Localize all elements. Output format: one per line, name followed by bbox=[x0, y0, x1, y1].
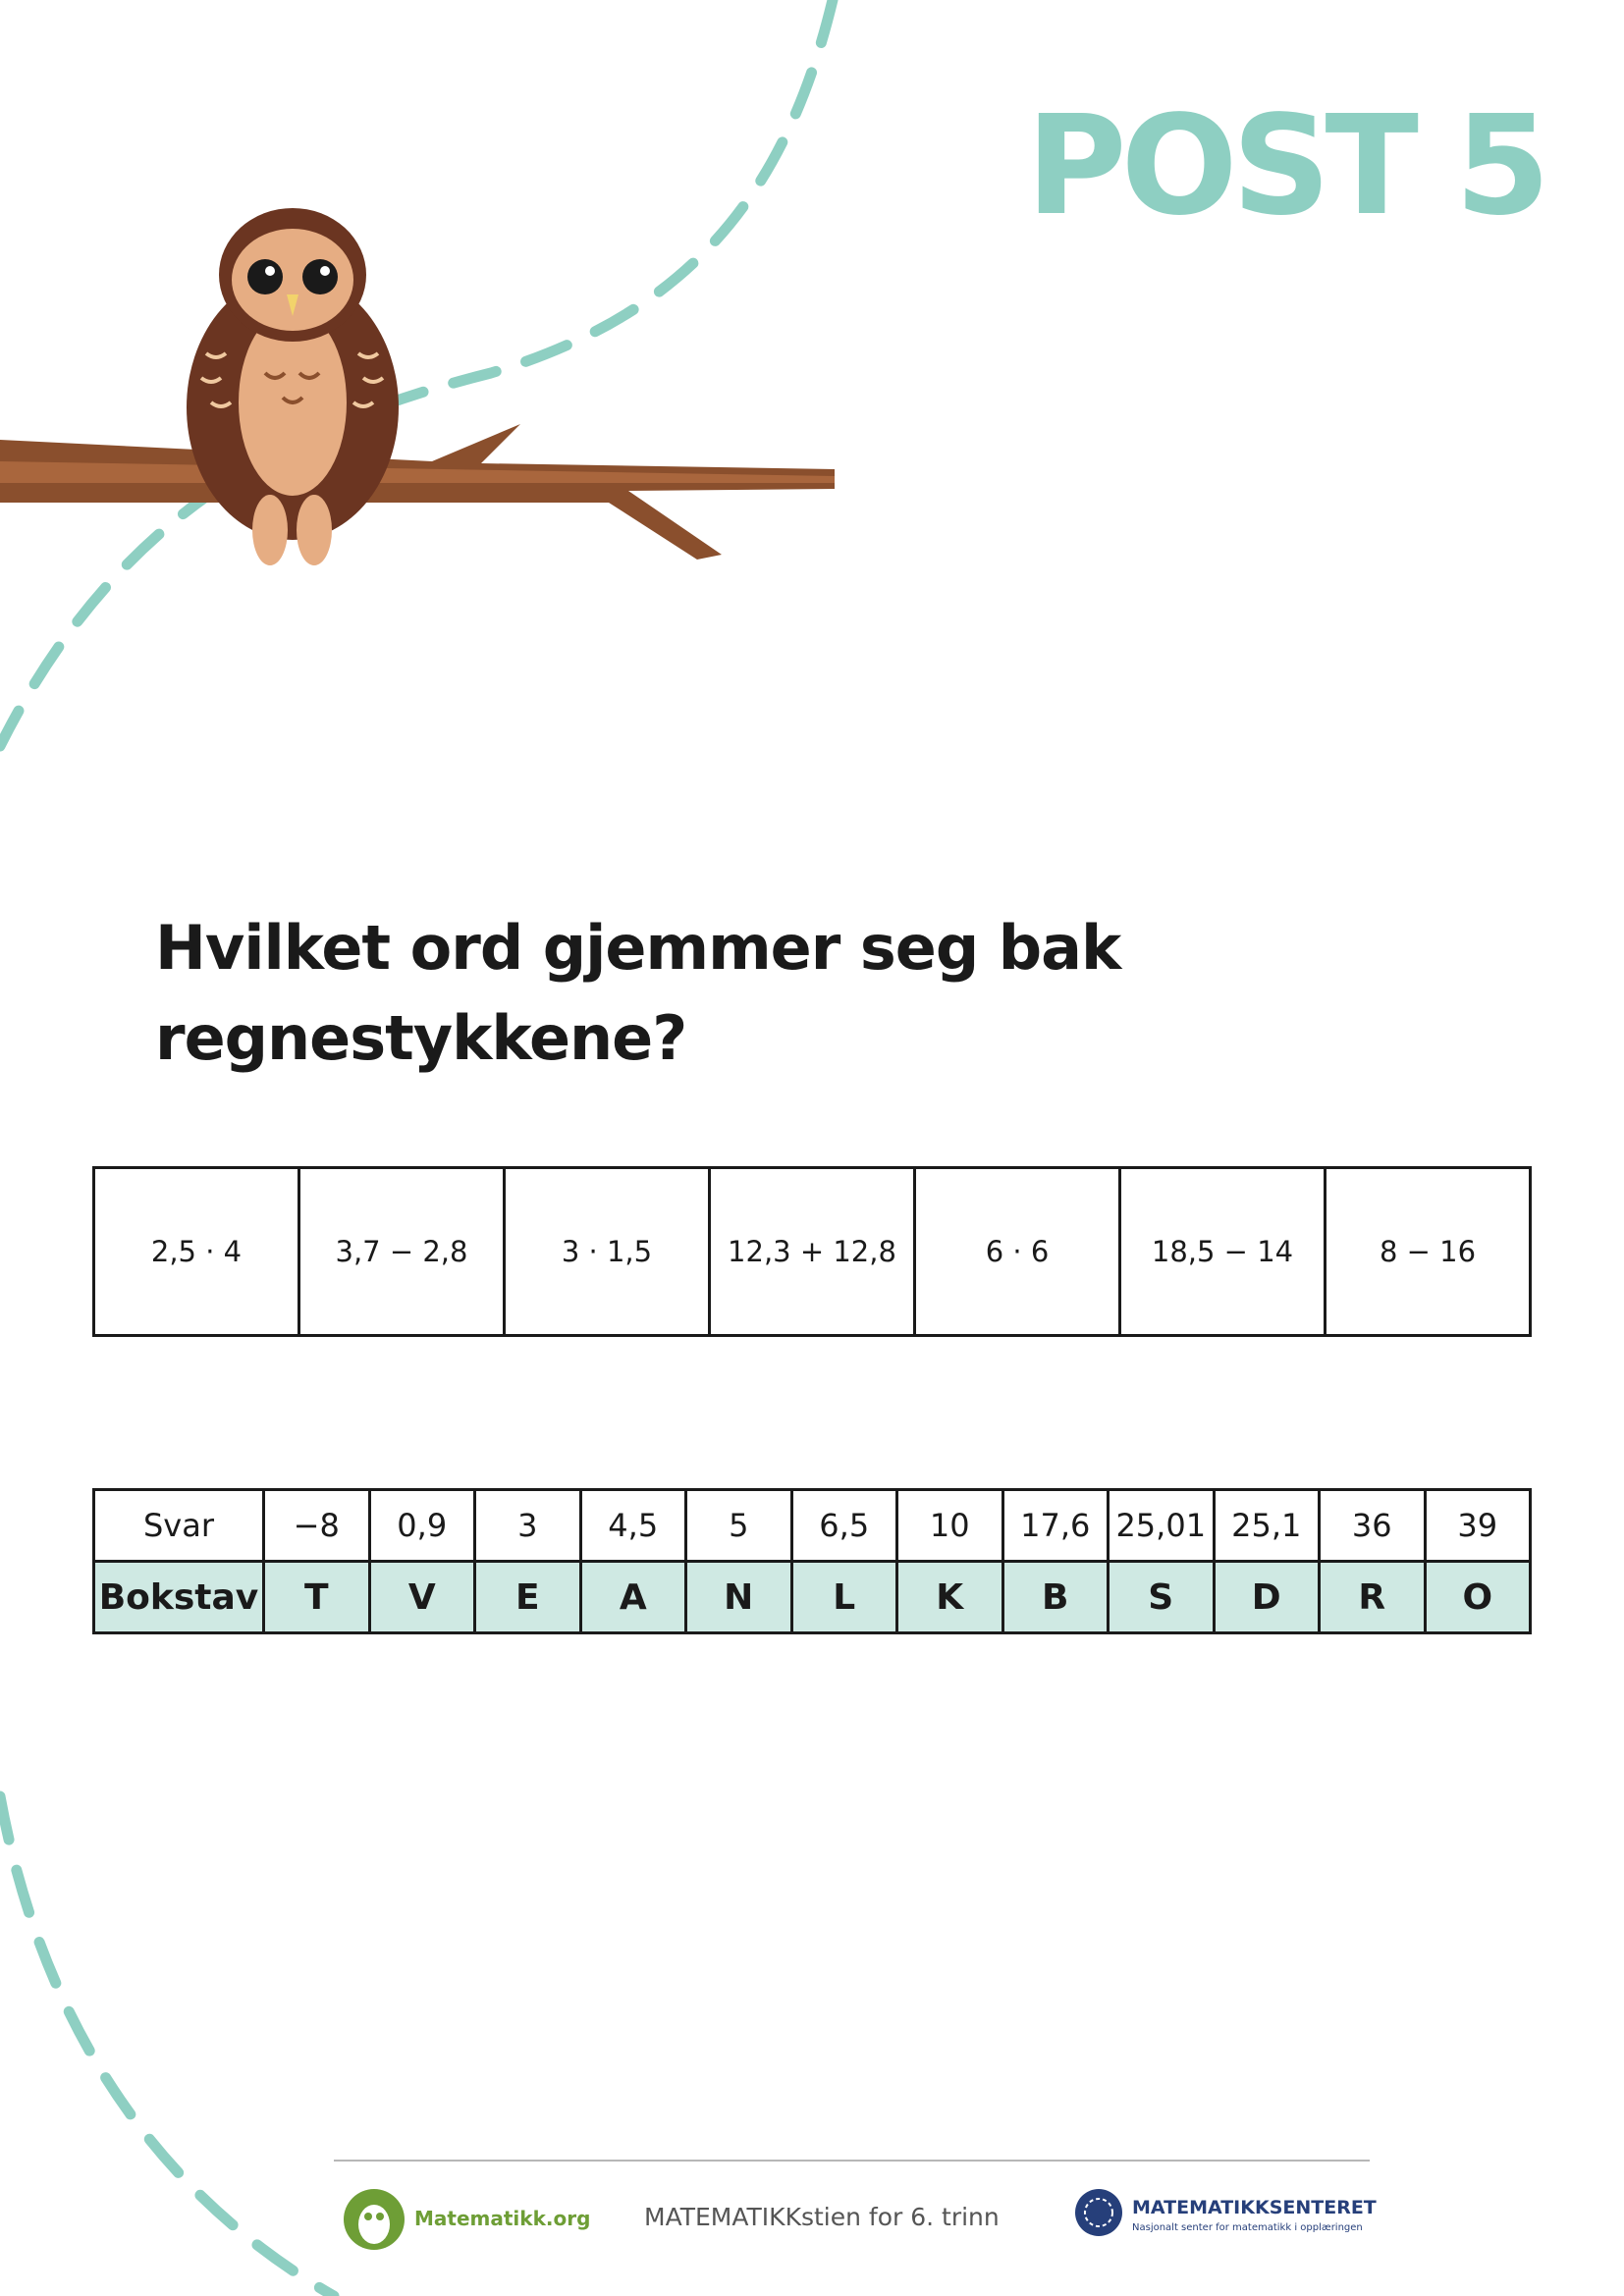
answer-cell: 25,1 bbox=[1214, 1490, 1320, 1562]
matematikksenteret-logo-title: MATEMATIKKSENTERET bbox=[1132, 2197, 1377, 2218]
letter-cell: D bbox=[1214, 1562, 1320, 1633]
letter-row-label: Bokstav bbox=[94, 1562, 264, 1633]
task-cell: 2,5 · 4 bbox=[94, 1168, 299, 1336]
matematikk-org-logo bbox=[342, 2187, 591, 2256]
letter-cell: R bbox=[1320, 1562, 1426, 1633]
footer-divider bbox=[334, 2160, 1370, 2162]
answer-row-label: Svar bbox=[94, 1490, 264, 1562]
answer-cell: 39 bbox=[1425, 1490, 1531, 1562]
post-title: POST 5 bbox=[1026, 86, 1545, 246]
answer-cell: 17,6 bbox=[1002, 1490, 1109, 1562]
letter-cell: E bbox=[475, 1562, 581, 1633]
task-cell: 8 − 16 bbox=[1326, 1168, 1531, 1336]
answer-key-table bbox=[92, 1488, 1532, 1634]
letter-cell: B bbox=[1002, 1562, 1109, 1633]
owl-icon bbox=[187, 208, 399, 565]
matematikksenteret-logo-subtitle: Nasjonalt senter for matematikk i opplæringen bbox=[1132, 2222, 1363, 2233]
letter-cell: A bbox=[580, 1562, 686, 1633]
letter-cell: T bbox=[264, 1562, 370, 1633]
task-cell: 12,3 + 12,8 bbox=[710, 1168, 915, 1336]
task-table bbox=[92, 1166, 1532, 1337]
answer-cell: −8 bbox=[264, 1490, 370, 1562]
letter-cell: N bbox=[686, 1562, 792, 1633]
answer-cell: 3 bbox=[475, 1490, 581, 1562]
matematikk-org-logo-text: Matematikk.org bbox=[414, 2207, 591, 2230]
dashed-trail-top bbox=[0, 0, 833, 746]
letter-cell: K bbox=[897, 1562, 1003, 1633]
answer-cell: 25,01 bbox=[1109, 1490, 1215, 1562]
answer-cell: 10 bbox=[897, 1490, 1003, 1562]
letter-row bbox=[94, 1562, 1531, 1633]
footer-center-text: MATEMATIKKstien for 6. trinn bbox=[644, 2203, 1000, 2231]
answer-cell: 36 bbox=[1320, 1490, 1426, 1562]
task-cell: 3,7 − 2,8 bbox=[299, 1168, 505, 1336]
task-cell: 6 · 6 bbox=[915, 1168, 1120, 1336]
letter-cell: L bbox=[791, 1562, 897, 1633]
task-cell: 3 · 1,5 bbox=[505, 1168, 710, 1336]
letter-cell: V bbox=[369, 1562, 475, 1633]
task-row bbox=[94, 1168, 1531, 1336]
letter-cell: O bbox=[1425, 1562, 1531, 1633]
matematikksenteret-emblem-icon bbox=[1073, 2187, 1124, 2238]
matematikksenteret-logo bbox=[1073, 2187, 1377, 2246]
branch-icon bbox=[0, 424, 835, 560]
dashed-trail-bottom bbox=[0, 1796, 334, 2296]
answer-cell: 4,5 bbox=[580, 1490, 686, 1562]
question-heading: Hvilket ord gjemmer seg bak regnestykkene? bbox=[155, 912, 1121, 1074]
owl-logo-icon bbox=[342, 2187, 406, 2252]
task-cell: 18,5 − 14 bbox=[1120, 1168, 1326, 1336]
answer-row bbox=[94, 1490, 1531, 1562]
answer-cell: 6,5 bbox=[791, 1490, 897, 1562]
answer-cell: 5 bbox=[686, 1490, 792, 1562]
letter-cell: S bbox=[1109, 1562, 1215, 1633]
answer-cell: 0,9 bbox=[369, 1490, 475, 1562]
